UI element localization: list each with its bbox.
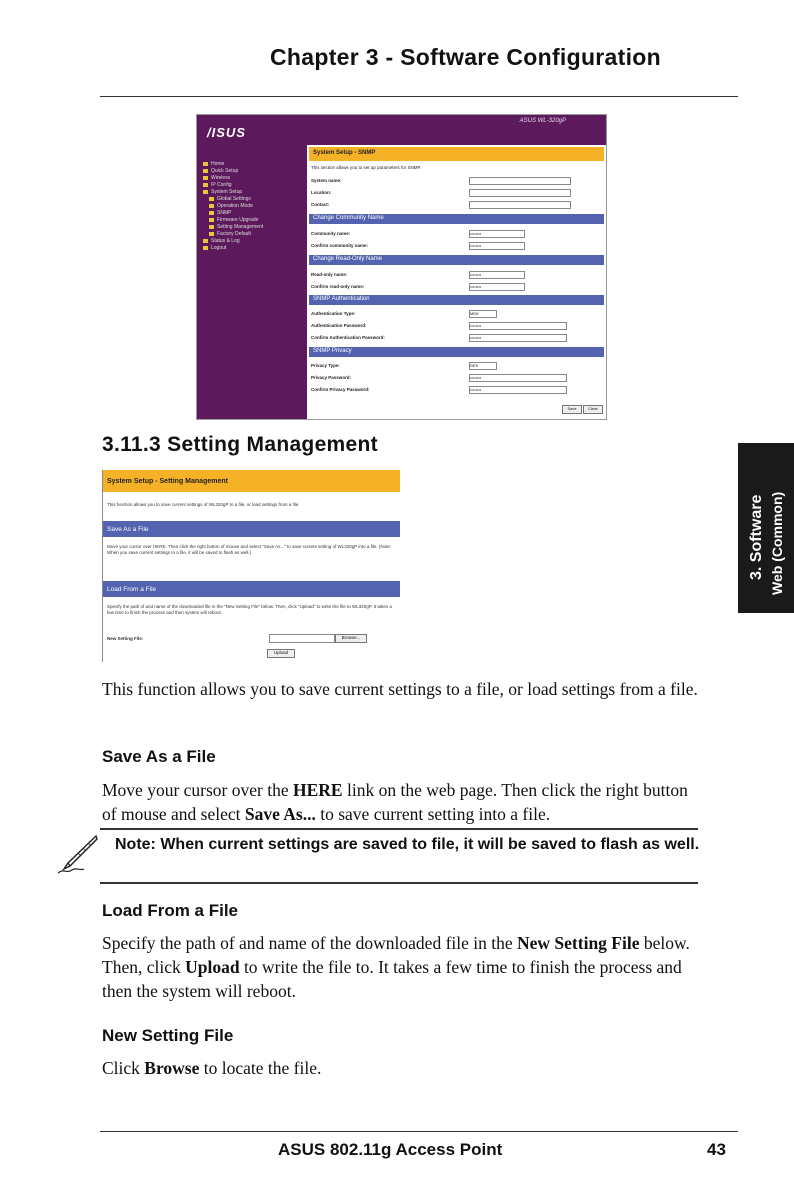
field-label: Privacy Password:: [311, 375, 352, 380]
section-header: SNMP Authentication: [309, 295, 604, 305]
field-label: Confirm read-only name:: [311, 284, 365, 289]
upload-button[interactable]: Upload: [267, 649, 295, 658]
save-section-header: Save As a File: [103, 521, 400, 537]
newfile-paragraph: Click Browse to locate the file.: [102, 1058, 322, 1078]
nav-item[interactable]: Factory Default: [209, 231, 251, 237]
side-tab-line1: 3. Software: [748, 494, 765, 580]
chapter-side-tab: [738, 443, 794, 613]
load-section-title: Load From a File: [102, 901, 239, 920]
nav-item[interactable]: SNMP: [209, 210, 231, 216]
privacy-password-input[interactable]: ••••••••: [469, 374, 567, 382]
auth-password-input[interactable]: ••••••••: [469, 322, 567, 330]
nav-item[interactable]: Operation Mode: [209, 203, 253, 209]
field-label: Confirm Privacy Password:: [311, 387, 370, 392]
new-file-label: New Setting File:: [107, 636, 144, 641]
footer-rule: [100, 1131, 738, 1132]
note-text: Note: When current settings are saved to file, it will be saved to flash as well.: [115, 836, 700, 853]
load-paragraph: Specify the path of and name of the downloaded file in the New Setting File below. Then, click Upload to write the file to. It takes a few time to finish the process and then the system will reboot.: [102, 933, 690, 1001]
confirm-community-input[interactable]: ••••••••: [469, 242, 525, 250]
system-name-input[interactable]: [469, 177, 571, 185]
save-section-title: Save As a File: [102, 747, 216, 766]
field-label: Confirm Authentication Password:: [311, 335, 385, 340]
save-paragraph: Move your cursor over the HERE link on the web page. Then click the right button of mouse and select Save As... to save current setting into a file.: [102, 780, 688, 824]
readonly-name-input[interactable]: ••••••••: [469, 271, 525, 279]
setting-management-screenshot: [102, 470, 400, 662]
intro-paragraph: This function allows you to save current settings to a file, or load settings from a file.: [102, 679, 698, 699]
screenshot-sidebar: [197, 145, 307, 419]
header-rule: [100, 96, 738, 97]
field-label: Authentication Password:: [311, 323, 367, 328]
browse-button[interactable]: Browse...: [335, 634, 367, 643]
field-label: Contact:: [311, 202, 330, 207]
note-top-rule: [100, 828, 698, 830]
asus-logo: /ISUS: [207, 125, 246, 140]
nav-item[interactable]: System Setup: [203, 189, 242, 195]
field-label: System name:: [311, 178, 342, 183]
auth-type-select[interactable]: MD5: [469, 310, 497, 318]
newfile-section-title: New Setting File: [102, 1026, 234, 1045]
field-label: Community name:: [311, 231, 351, 236]
privacy-type-select[interactable]: DES: [469, 362, 497, 370]
field-label: Location:: [311, 190, 332, 195]
nav-item[interactable]: Status & Log: [203, 238, 240, 244]
setting-title-bar: System Setup - Setting Management: [103, 470, 400, 492]
footer-title: ASUS 802.11g Access Point: [278, 1140, 503, 1159]
section-header: SNMP Privacy: [309, 347, 604, 357]
field-label: Authentication Type:: [311, 311, 356, 316]
confirm-privacy-password-input[interactable]: ••••••••: [469, 386, 567, 394]
load-instructions: Specify the path of and name of the downloaded file in the "New Setting File" below. Then, click "Upload" to write the file to WL320gP. It takes a few time to finish the process and then system will reboot.: [107, 604, 392, 615]
save-button[interactable]: Save: [562, 405, 582, 414]
note-bottom-rule: [100, 882, 698, 884]
field-label: Confirm community name:: [311, 243, 369, 248]
nav-item[interactable]: Home: [203, 161, 224, 167]
nav-item[interactable]: Setting Management: [209, 224, 263, 230]
field-label: Privacy Type:: [311, 363, 340, 368]
nav-item[interactable]: Quick Setup: [203, 168, 238, 174]
save-instructions: Move your cursor over HERE. Then click the right button of mouse and select "Save As..." to save current setting of WL320gP into a file. (Note: When you save current settings to a file, it will be saved to flash as well.): [107, 544, 392, 555]
screenshot-main: [307, 145, 606, 419]
pen-icon: [56, 833, 100, 877]
location-input[interactable]: [469, 189, 571, 197]
section-heading: 3.11.3 Setting Management: [102, 433, 378, 456]
side-tab-line2: Web (Common): [769, 491, 785, 595]
snmp-screenshot: [196, 114, 607, 420]
nav-item[interactable]: Global Settings: [209, 196, 251, 202]
chapter-title: Chapter 3 - Software Configuration: [270, 44, 661, 70]
section-header: Change Community Name: [309, 214, 604, 224]
confirm-readonly-input[interactable]: ••••••••: [469, 283, 525, 291]
confirm-auth-password-input[interactable]: ••••••••: [469, 334, 567, 342]
snmp-intro: This section allows you to set up parameters for SNMP.: [311, 165, 422, 170]
load-section-header: Load From a File: [103, 581, 400, 597]
contact-input[interactable]: [469, 201, 571, 209]
snmp-title-bar: System Setup - SNMP: [309, 147, 604, 161]
nav-item[interactable]: IP Config: [203, 182, 231, 188]
section-header: Change Read-Only Name: [309, 255, 604, 265]
nav-item[interactable]: Firmware Upgrade: [209, 217, 258, 223]
field-label: Read-only name:: [311, 272, 348, 277]
model-name: ASUS WL-320gP: [519, 118, 566, 124]
clear-button[interactable]: Clear: [583, 405, 603, 414]
community-name-input[interactable]: ••••••••: [469, 230, 525, 238]
nav-item[interactable]: Wireless: [203, 175, 230, 181]
new-file-input[interactable]: [269, 634, 335, 643]
nav-item[interactable]: Logout: [203, 245, 226, 251]
setting-intro: This function allows you to save current settings of WL320gP to a file, or load settings from a file.: [107, 502, 300, 507]
screenshot-banner: [197, 115, 606, 145]
page-number: 43: [707, 1140, 726, 1159]
